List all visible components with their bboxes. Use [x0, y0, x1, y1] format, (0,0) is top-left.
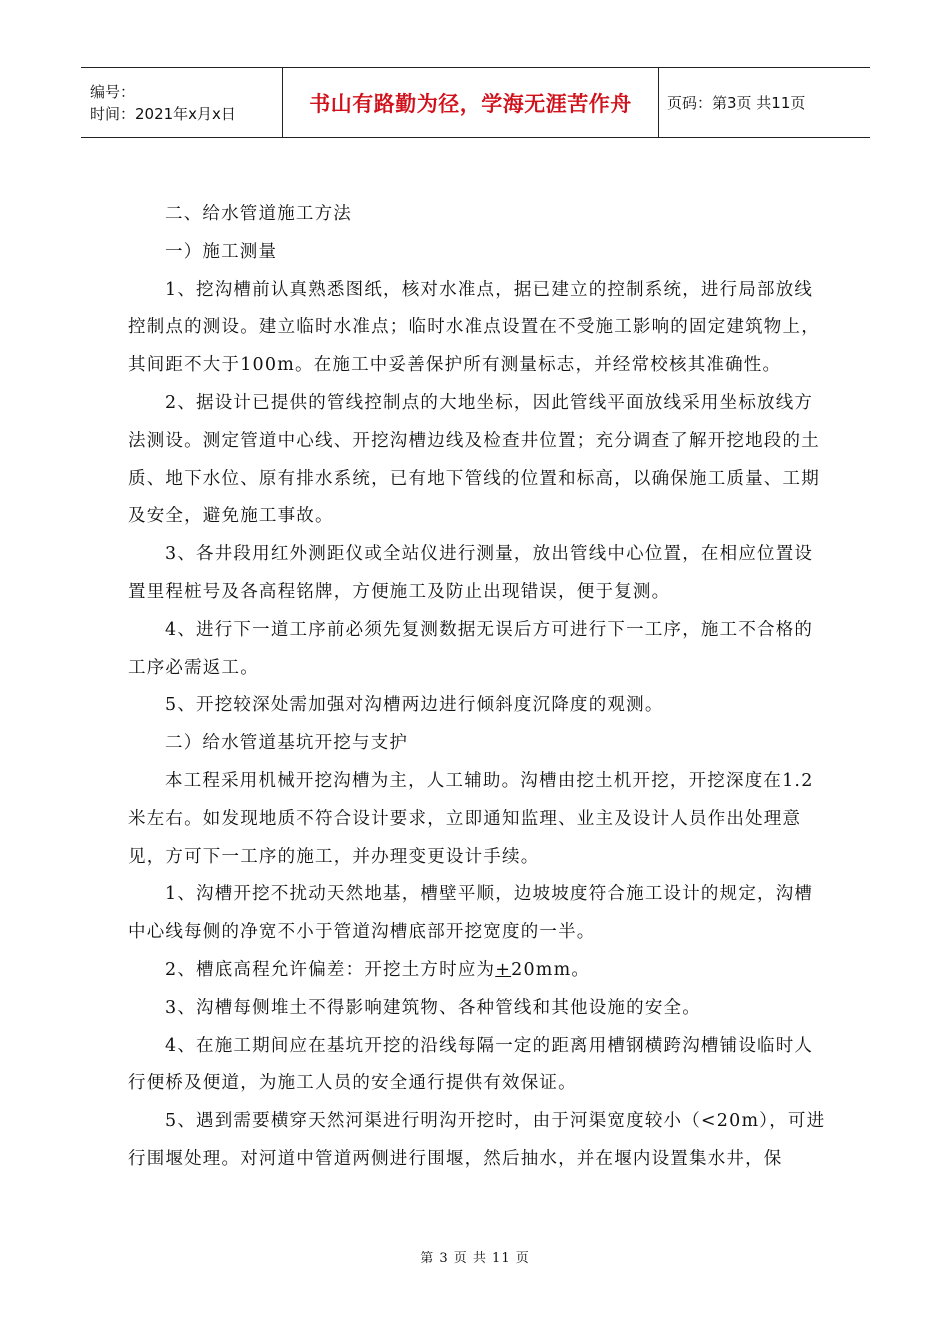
section-heading: 二、给水管道施工方法 — [165, 204, 352, 224]
page-footer: 第 3 页 共 11 页 — [420, 1251, 530, 1266]
subsection-heading: 一）施工测量 — [165, 241, 278, 262]
date-line: 时间：2021年x月x日 — [90, 104, 236, 123]
page-info: 页码：第3页 共11页 — [667, 94, 806, 112]
paragraph: 2、据设计已提供的管线控制点的大地坐标，因此管线平面放线采用坐标放线方法测设。测定管道中心线、开挖沟槽边线及检查井位置；充分调查了解开挖地段的土质、地下水位、原有排水系统，已有地下管线的位置和标高，以确保施工质量、工期及安全，避免施工事故。 — [128, 392, 820, 527]
paragraph: 5、遇到需要横穿天然河渠进行明沟开挖时，由于河渠宽度较小（<20m），可进行围堰处理。对河道中管道两侧进行围堰，然后抽水，并在堰内设置集水井，保 — [128, 1111, 826, 1169]
document-header — [81, 67, 870, 138]
paragraph: 本工程采用机械开挖沟槽为主，人工辅助。沟槽由挖土机开挖，开挖深度在1.2米左右。如发现地质不符合设计要求，立即通知监理、业主及设计人员作出处理意见，方可下一工序的施工，并办理变更设计手续。 — [128, 770, 814, 867]
paragraph: 4、在施工期间应在基坑开挖的沿线每隔一定的距离用槽钢横跨沟槽铺设临时人行便桥及便道，为施工人员的安全通行提供有效保证。 — [128, 1035, 814, 1094]
paragraph-text: 20mm。 — [511, 959, 591, 980]
paragraph-text: 2、槽底高程允许偏差：开挖土方时应为 — [165, 959, 496, 980]
motto-text: 书山有路勤为径，学海无涯苦作舟 — [309, 91, 632, 116]
header-meta-cell — [81, 68, 283, 137]
paragraph — [128, 952, 828, 990]
number-label: 编号： — [90, 82, 136, 101]
paragraph: 1、挖沟槽前认真熟悉图纸，核对水准点，据已建立的控制系统，进行局部放线控制点的测设。建立临时水准点；临时水准点设置在不受施工影响的固定建筑物上，其间距不大于100m。在施工中妥善保护所有测量标志，并经常校核其准确性。 — [128, 279, 820, 376]
header-motto-cell — [283, 68, 659, 137]
subsection-heading: 二）给水管道基坑开挖与支护 — [165, 733, 409, 754]
paragraph: 3、各井段用红外测距仪或全站仪进行测量，放出管线中心位置，在相应位置设置里程桩号及各高程铭牌，方便施工及防止出现错误，便于复测。 — [128, 544, 814, 602]
document-body — [128, 196, 828, 1179]
paragraph: 3、沟槽每侧堆土不得影响建筑物、各种管线和其他设施的安全。 — [165, 997, 701, 1018]
plus-minus-sign: + — [495, 959, 512, 980]
paragraph: 5、开挖较深处需加强对沟槽两边进行倾斜度沉降度的观测。 — [165, 695, 664, 716]
paragraph: 1、沟槽开挖不扰动天然地基，槽壁平顺，边坡坡度符合施工设计的规定，沟槽中心线每侧的净宽不小于管道沟槽底部开挖宽度的一半。 — [128, 884, 814, 943]
paragraph: 4、进行下一道工序前必须先复测数据无误后方可进行下一工序，施工不合格的工序必需返工。 — [128, 619, 814, 678]
header-page-cell — [659, 68, 870, 137]
